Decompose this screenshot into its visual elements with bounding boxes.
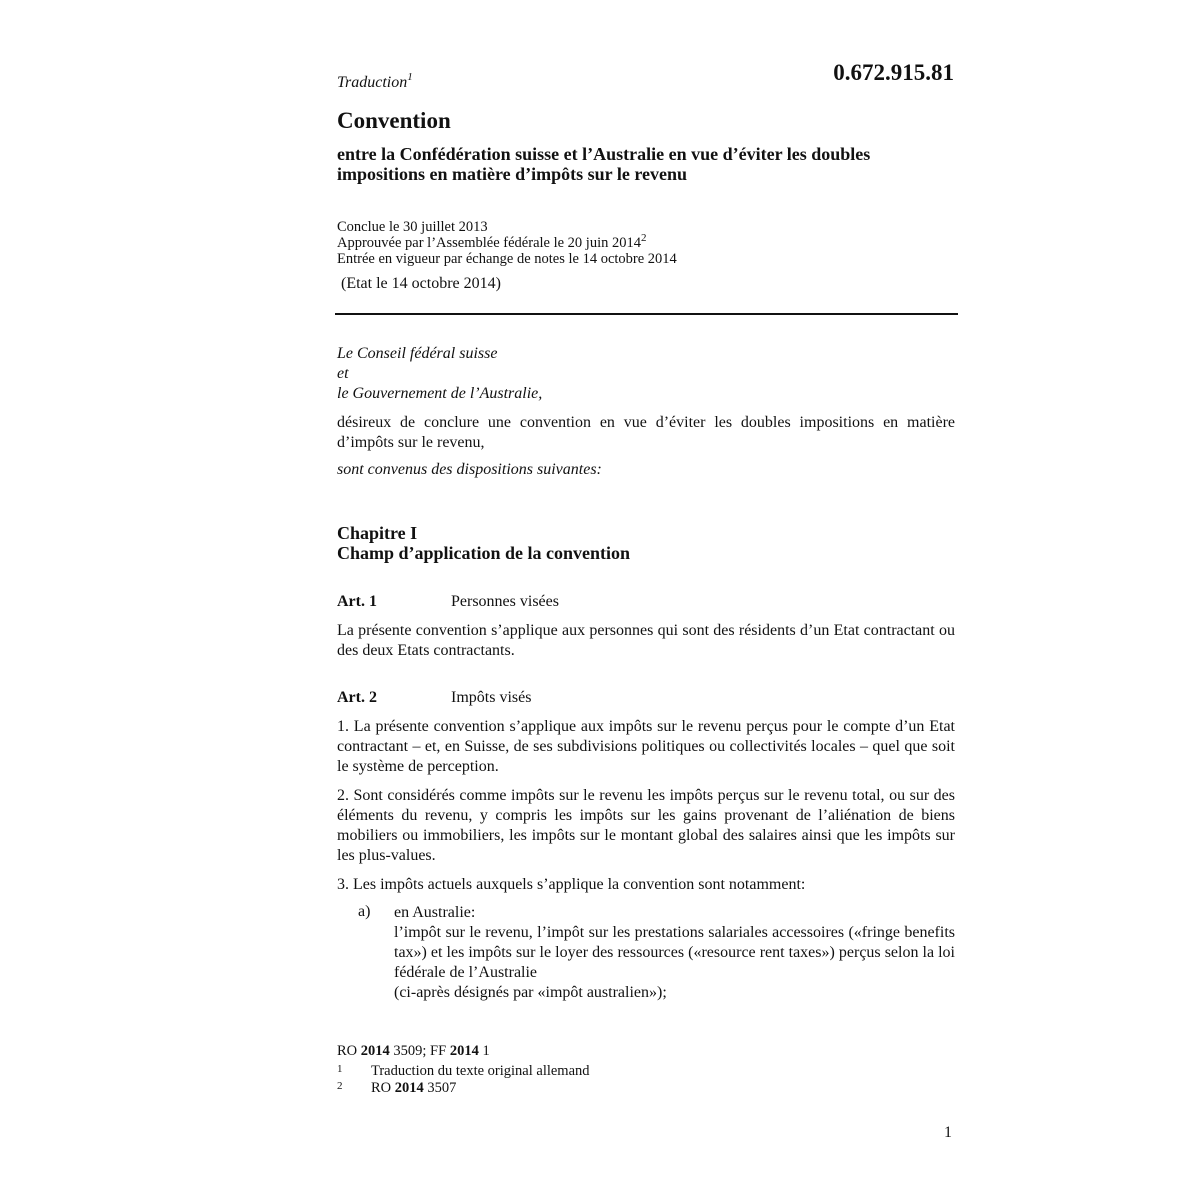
chapter-label: Chapitre I — [337, 523, 418, 543]
header-divider — [335, 313, 958, 315]
article-2-paragraph-3: 3. Les impôts actuels auxquels s’applique la convention sont notamment: — [337, 876, 806, 893]
doc-number: 0.672.915.81 — [833, 60, 954, 85]
meta-approuvee: Approuvée par l’Assemblée fédérale le 20 juin 2014$^2$ — [337, 232, 647, 251]
list-item-label: a) — [358, 903, 371, 920]
footnote-ro-ff: RO 2014 3509; FF 2014 1 — [337, 1043, 490, 1059]
footnote-2-number: 2 — [337, 1080, 343, 1092]
article-2-number: Art. 2 — [337, 689, 377, 706]
preamble-party1: Le Conseil fédéral suisse — [337, 345, 498, 362]
article-2-title: Impôts visés — [451, 689, 532, 706]
page-number: 1 — [944, 1124, 952, 1141]
footnote-ref-2[interactable]: 2 — [641, 232, 647, 244]
footnote-1-text: Traduction du texte original allemand — [371, 1063, 590, 1079]
list-item-heading: en Australie: — [394, 904, 476, 921]
footnote-1-number: 1 — [337, 1063, 343, 1075]
article-1-number: Art. 1 — [337, 593, 377, 610]
preamble-desireux: désireux de conclure une convention en vue d’éviter les doubles impositions en matière d’impôts sur le revenu, — [337, 414, 955, 451]
convention-subtitle: entre la Confédération suisse et l’Australie en vue d’éviter les doubles impositions en matière d’impôts sur le revenu — [337, 144, 871, 184]
list-item-text: l’impôt sur le revenu, l’impôt sur les prestations salariales accessoires («fringe benefits tax») et les impôts sur le loyer des ressources («resource rent taxes») perçus selon la loi fédérale de l’Australie — [394, 924, 955, 981]
meta-entree: Entrée en vigueur par échange de notes le 14 octobre 2014 — [337, 251, 677, 267]
traduction-label: Traduction$^1$ — [337, 71, 413, 91]
convention-title: Convention — [337, 108, 451, 133]
chapter-title: Champ d’application de la convention — [337, 543, 631, 563]
article-2-paragraph-2: 2. Sont considérés comme impôts sur le revenu les impôts perçus sur le revenu total, ou sur des éléments du revenu, y compris les impôts sur les gains provenant de l’aliénation de biens mobiliers ou immobiliers, les impôts sur le montant global des salaires ainsi que les impôts sur les plus-values. — [337, 787, 955, 864]
article-2-paragraph-1: 1. La présente convention s’applique aux impôts sur le revenu perçus pour le compte d’un Etat contractant – et, en Suisse, de ses subdivisions politiques ou collectivités locales – quel que soit le système de perception. — [337, 718, 955, 775]
preamble-et: et — [337, 365, 349, 382]
footnote-ref-1[interactable]: 1 — [407, 71, 413, 83]
preamble-party2: le Gouvernement de l’Australie, — [337, 385, 543, 402]
list-item-designation: (ci-après désignés par «impôt australien»); — [394, 984, 667, 1001]
meta-conclue: Conclue le 30 juillet 2013 — [337, 219, 488, 235]
preamble-sont-convenus: sont convenus des dispositions suivantes: — [337, 461, 602, 478]
article-1-paragraph: La présente convention s’applique aux personnes qui sont des résidents d’un Etat contractant ou des deux Etats contractants. — [337, 622, 955, 659]
meta-etat: (Etat le 14 octobre 2014) — [341, 275, 501, 292]
footnote-2-text: RO 2014 3507 — [371, 1080, 457, 1096]
article-1-title: Personnes visées — [451, 593, 559, 610]
